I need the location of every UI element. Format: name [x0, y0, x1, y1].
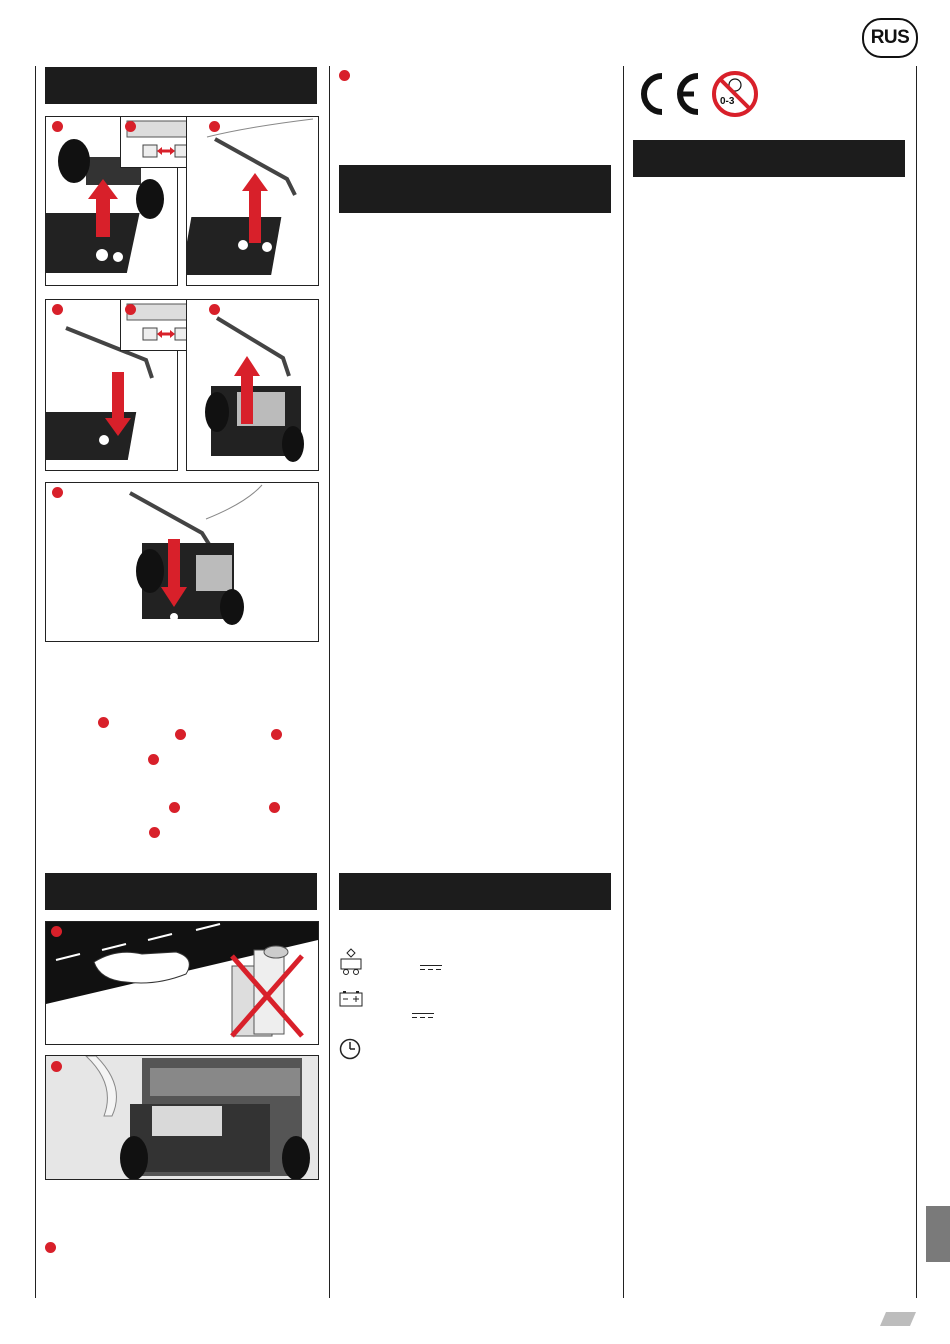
column-divider-2: [329, 66, 330, 1298]
step-illustration-2: [186, 116, 319, 286]
section-header-notes: [339, 165, 611, 213]
step-reference-6: [269, 802, 280, 813]
step-marker-7: [52, 487, 63, 498]
section-header-warranty: [633, 140, 905, 177]
step-reference-9: [339, 70, 350, 81]
step-reference-2: [175, 729, 186, 740]
battery-icon: [339, 990, 363, 1013]
step-marker-9: [51, 1061, 62, 1072]
track-cleaning-illustration: [45, 921, 319, 1045]
step-reference-8: [45, 1242, 56, 1253]
step-reference-3: [271, 729, 282, 740]
ce-mark: [632, 72, 702, 121]
step-marker-4: [52, 304, 63, 315]
step-marker-2: [125, 121, 136, 132]
step-marker-1: [52, 121, 63, 132]
step-illustration-4: [186, 299, 319, 471]
clock-icon: [339, 1038, 361, 1065]
column-divider-3: [623, 66, 624, 1298]
dc-current-symbol-2: [412, 1013, 434, 1019]
motor-chassis-photo: [45, 1055, 319, 1180]
page-edge-tab: [926, 1206, 950, 1262]
step-marker-3: [209, 121, 220, 132]
column-divider-4: [916, 66, 917, 1298]
step-marker-6: [209, 304, 220, 315]
dc-current-symbol-1: [420, 965, 442, 971]
locomotive-voltage-icon: [339, 948, 363, 981]
section-header-replace-motor: [45, 67, 317, 104]
step-marker-5: [125, 304, 136, 315]
section-header-technical-data: [339, 873, 611, 910]
not-for-children-under-3-icon: [711, 70, 759, 118]
step-reference-5: [169, 802, 180, 813]
step-marker-8: [51, 926, 62, 937]
page-number-tab: [880, 1312, 916, 1331]
step-reference-7: [149, 827, 160, 838]
step-illustration-5: [45, 482, 319, 642]
step-reference-1: [98, 717, 109, 728]
step-reference-4: [148, 754, 159, 765]
column-divider-1: [35, 66, 36, 1298]
age-warning-text: 0-3: [720, 96, 735, 107]
section-header-cleaning: [45, 873, 317, 910]
language-badge: RUS: [862, 18, 918, 58]
